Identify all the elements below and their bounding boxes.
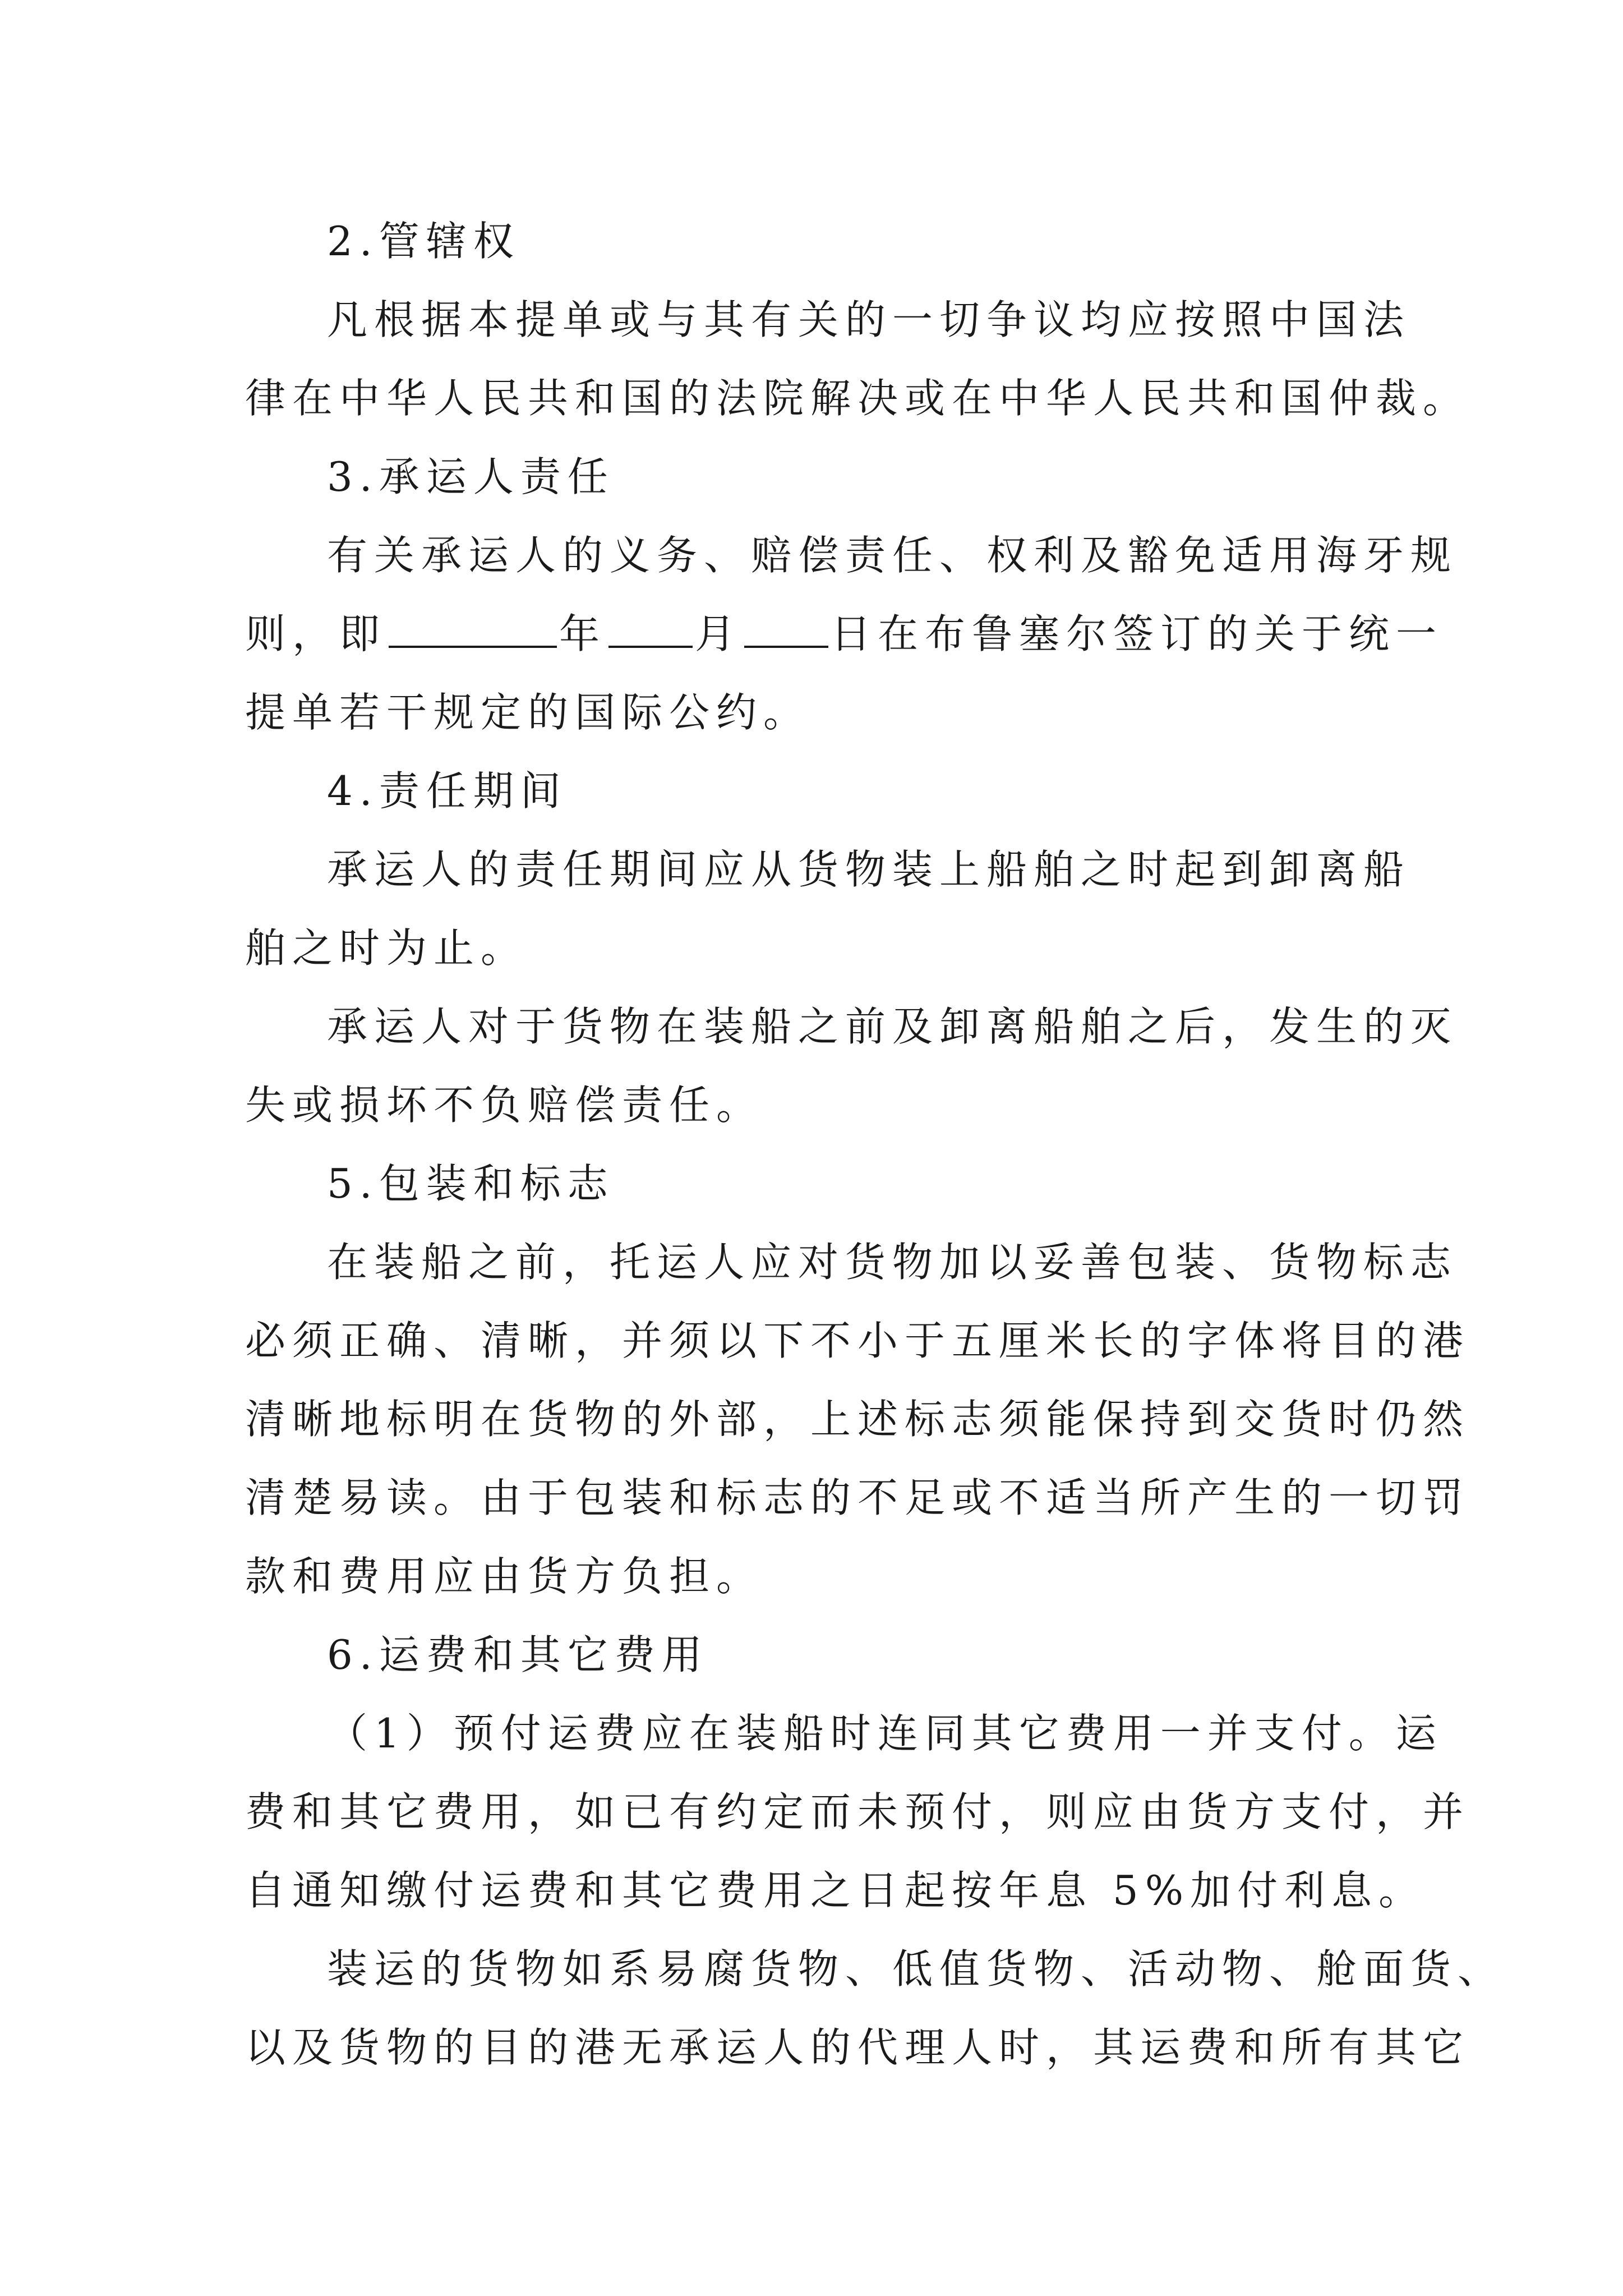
paragraph-line: 凡根据本提单或与其有关的一切争议均应按照中国法 — [327, 296, 1411, 343]
paragraph-line: 在装船之前，托运人应对货物加以妥善包装、货物标志 — [327, 1239, 1458, 1286]
paragraph-line-with-blanks — [245, 595, 1444, 673]
text-fragment: 年 — [559, 610, 607, 657]
text-fragment: 日在布鲁塞尔签订的关于统一 — [831, 610, 1444, 657]
paragraph-line: 承运人对于货物在装船之前及卸离船舶之后，发生的灭 — [327, 1003, 1458, 1050]
paragraph-line: 以及货物的目的港无承运人的代理人时，其运费和所有其它 — [245, 2024, 1470, 2071]
text-fragment: 则，即 — [245, 610, 387, 657]
paragraph-line: 自通知缴付运费和其它费用之日起按年息 5%加付利息。 — [245, 1867, 1426, 1914]
paragraph-line: 承运人的责任期间应从货物装上船舶之时起到卸离船 — [327, 846, 1411, 893]
paragraph-line: 律在中华人民共和国的法院解决或在中华人民共和国仲裁。 — [245, 375, 1470, 422]
paragraph-line: 必须正确、清晰，并须以下不小于五厘米长的字体将目的港 — [245, 1317, 1470, 1364]
section-heading-period: 4.责任期间 — [327, 767, 568, 815]
section-heading-carrier-liability: 3.承运人责任 — [327, 453, 615, 500]
paragraph-line: 提单若干规定的国际公约。 — [245, 689, 811, 736]
document-body — [245, 202, 1505, 2087]
text-fragment: 月 — [695, 610, 743, 657]
paragraph-line: 有关承运人的义务、赔偿责任、权利及豁免适用海牙规 — [327, 532, 1458, 579]
paragraph-line: 清晰地标明在货物的外部，上述标志须能保持到交货时仍然 — [245, 1396, 1470, 1443]
paragraph-line: 舶之时为止。 — [245, 924, 528, 972]
paragraph-line: 清楚易读。由于包装和标志的不足或不适当所产生的一切罚 — [245, 1474, 1470, 1521]
blank-field-day — [744, 611, 828, 648]
section-heading-jurisdiction: 2.管辖权 — [327, 218, 520, 265]
paragraph-line: 装运的货物如系易腐货物、低值货物、活动物、舱面货、 — [327, 1945, 1505, 1993]
paragraph-line: （1）预付运费应在装船时连同其它费用一并支付。运 — [327, 1710, 1443, 1757]
blank-field-month — [608, 611, 693, 648]
paragraph-line: 款和费用应由货方负担。 — [245, 1553, 764, 1600]
section-heading-packing: 5.包装和标志 — [327, 1160, 615, 1207]
blank-field-year — [389, 611, 557, 648]
paragraph-line: 费和其它费用，如已有约定而未预付，则应由货方支付，并 — [245, 1788, 1470, 1835]
section-heading-freight: 6.运费和其它费用 — [327, 1631, 709, 1678]
paragraph-line: 失或损坏不负赔偿责任。 — [245, 1082, 764, 1129]
